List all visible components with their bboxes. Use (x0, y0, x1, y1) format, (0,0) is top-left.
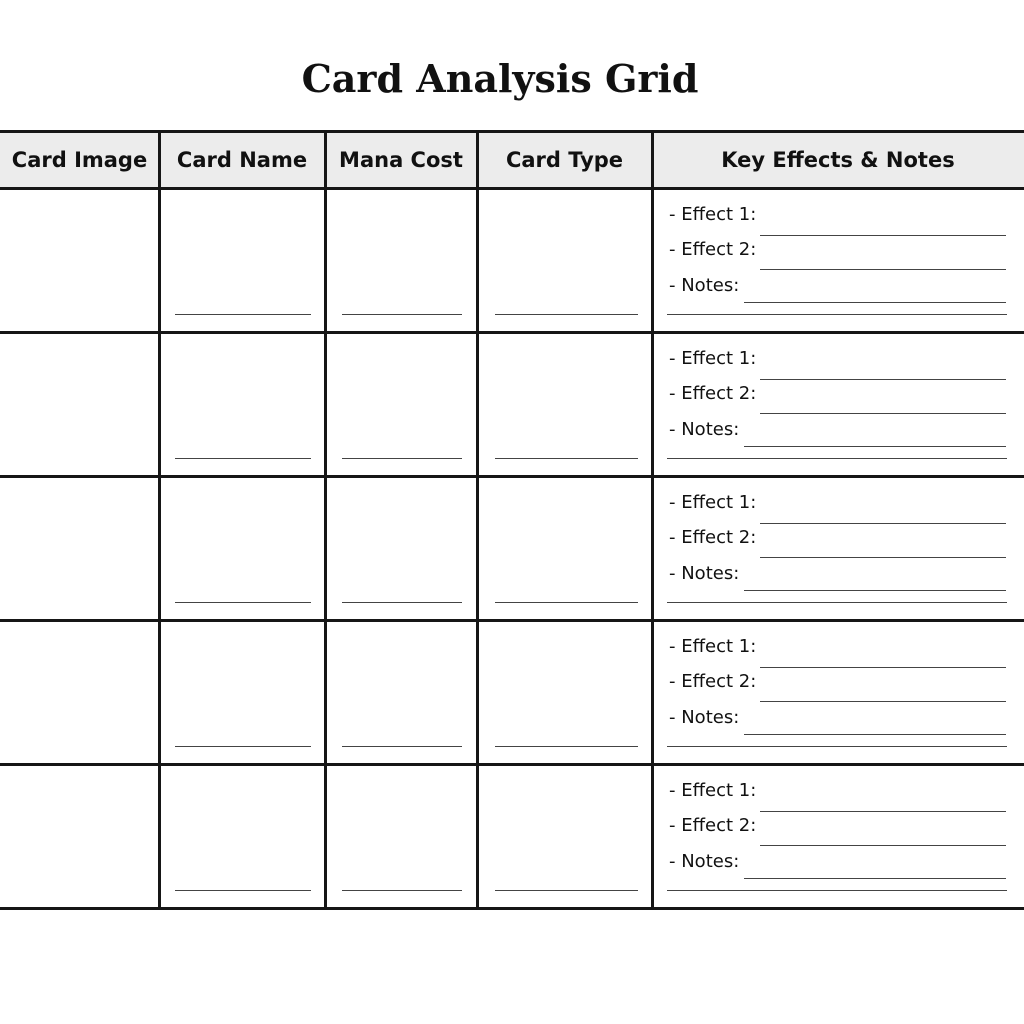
row-rule (0, 331, 1024, 334)
row-rule (0, 619, 1024, 622)
notes-extra-line (667, 602, 1007, 603)
effect-fill-line (744, 878, 1006, 879)
effect-label: - Effect 1: (669, 780, 757, 801)
effect-label: - Notes: (669, 851, 740, 872)
column-rule (476, 130, 479, 910)
effect-label: - Notes: (669, 563, 740, 584)
fill-in-line (342, 746, 462, 747)
header-card-name: Card Name (176, 147, 308, 172)
header-key-effects-notes: Key Effects & Notes (721, 147, 955, 172)
effect-label: - Effect 1: (669, 492, 757, 513)
effect-fill-line (760, 667, 1006, 668)
row-rule (0, 475, 1024, 478)
effect-label: - Notes: (669, 707, 740, 728)
effect-label: - Notes: (669, 419, 740, 440)
fill-in-line (495, 314, 638, 315)
row-rule (0, 763, 1024, 766)
fill-in-line (495, 746, 638, 747)
column-rule (651, 130, 654, 910)
effect-fill-line (760, 269, 1006, 270)
notes-extra-line (667, 314, 1007, 315)
effect-label: - Effect 1: (669, 348, 757, 369)
effect-fill-line (760, 523, 1006, 524)
effect-fill-line (744, 734, 1006, 735)
fill-in-line (175, 890, 311, 891)
fill-in-line (175, 746, 311, 747)
fill-in-line (175, 602, 311, 603)
effect-label: - Effect 2: (669, 815, 757, 836)
column-rule (324, 130, 327, 910)
effect-fill-line (760, 557, 1006, 558)
fill-in-line (342, 314, 462, 315)
effect-fill-line (760, 235, 1006, 236)
fill-in-line (342, 890, 462, 891)
fill-in-line (342, 602, 462, 603)
effect-fill-line (760, 811, 1006, 812)
effect-label: - Notes: (669, 275, 740, 296)
effect-fill-line (760, 413, 1006, 414)
row-rule (0, 907, 1024, 910)
effect-fill-line (760, 701, 1006, 702)
header-card-image: Card Image (11, 147, 148, 172)
header-card-type: Card Type (505, 147, 624, 172)
notes-extra-line (667, 746, 1007, 747)
effect-fill-line (744, 446, 1006, 447)
header-mana-cost: Mana Cost (339, 147, 463, 172)
header-top-rule (0, 130, 1024, 133)
effect-fill-line (760, 845, 1006, 846)
effect-fill-line (760, 379, 1006, 380)
effect-fill-line (744, 590, 1006, 591)
column-rule (158, 130, 161, 910)
effect-fill-line (744, 302, 1006, 303)
notes-extra-line (667, 458, 1007, 459)
fill-in-line (175, 314, 311, 315)
notes-extra-line (667, 890, 1007, 891)
effect-label: - Effect 2: (669, 239, 757, 260)
effect-label: - Effect 2: (669, 383, 757, 404)
effect-label: - Effect 2: (669, 671, 757, 692)
page-title: Card Analysis Grid (301, 56, 699, 101)
fill-in-line (495, 602, 638, 603)
row-rule (0, 187, 1024, 190)
fill-in-line (495, 890, 638, 891)
effect-label: - Effect 1: (669, 636, 757, 657)
effect-label: - Effect 1: (669, 204, 757, 225)
fill-in-line (175, 458, 311, 459)
fill-in-line (342, 458, 462, 459)
fill-in-line (495, 458, 638, 459)
effect-label: - Effect 2: (669, 527, 757, 548)
